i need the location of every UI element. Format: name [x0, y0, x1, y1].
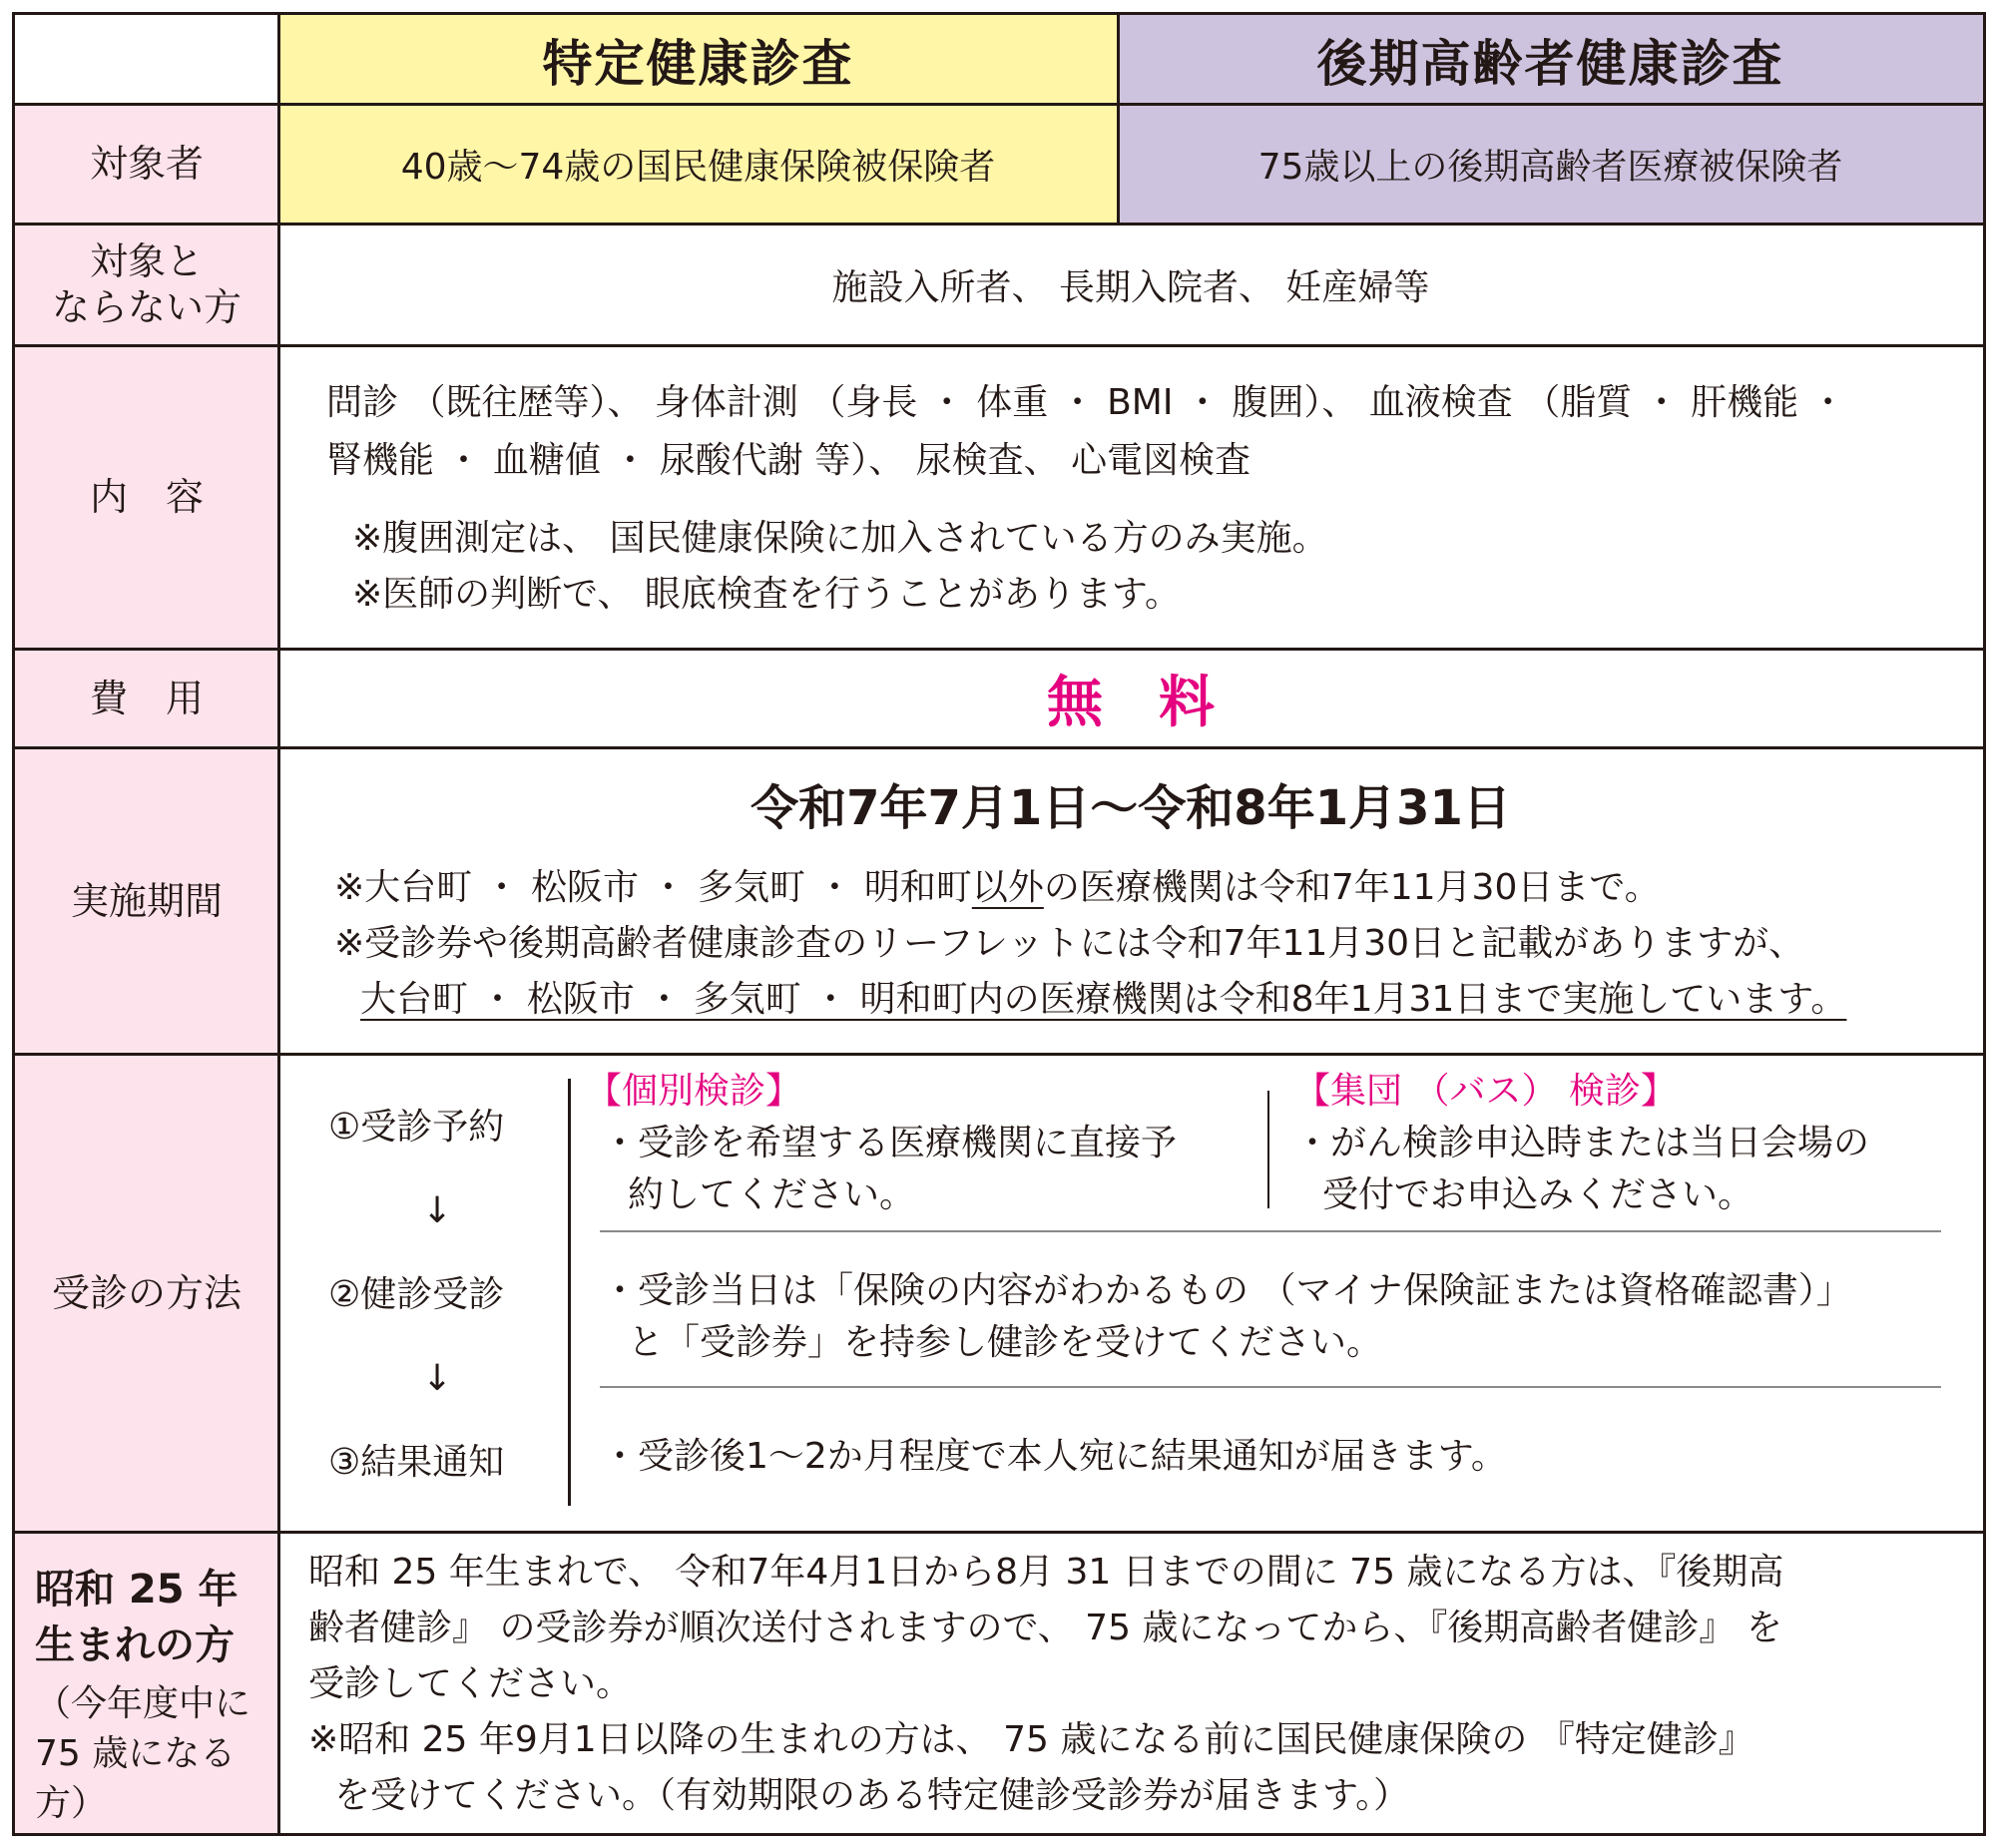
showa25-line-3: 受診してください。 — [308, 1663, 633, 1704]
excluded-text: 施設入所者、 長期入院者、 妊産婦等 — [831, 266, 1430, 308]
method-step-2: ②健診受診 — [328, 1274, 505, 1315]
target-elderly: 75歳以上の後期高齢者医療被保険者 — [1118, 104, 1983, 224]
grid-hline-4 — [15, 648, 1983, 651]
individual-line-2: 約してください。 — [628, 1174, 916, 1215]
content-note-1: ※腹囲測定は、 国民健康保険に加入されている方のみ実施。 — [352, 518, 1328, 559]
method-arrow-2: ↓ — [422, 1358, 453, 1399]
showa25-label-line-3: （今年度中に — [35, 1683, 251, 1724]
header-elderly-checkup — [1118, 15, 1983, 104]
grid-vline-label — [277, 15, 280, 1833]
visit-line-1: ・受診当日は「保険の内容がわかるもの （マイナ保険証または資格確認書）」 — [602, 1270, 1852, 1311]
individual-line-1: ・受診を希望する医療機関に直接予 — [602, 1123, 1178, 1163]
label-excluded: 対象と ならない方 — [15, 224, 278, 345]
grid-hline-3 — [15, 344, 1983, 347]
showa25-line-5: を受けてください。（有効期限のある特定健診受診券が届きます。） — [334, 1775, 1410, 1816]
cost-value: 無 料 — [1047, 670, 1215, 735]
grid-hline-2 — [15, 223, 1983, 226]
period-note-2: ※受診券や後期高齢者健康診査のリーフレットには令和7年11月30日と記載がありますが、 — [334, 923, 1805, 964]
method-arrow-1: ↓ — [422, 1190, 453, 1231]
label-showa25 — [15, 1532, 278, 1833]
method-steps-divider — [568, 1079, 571, 1506]
showa25-line-1: 昭和 25 年生まれで、 令和7年4月1日から8月 31 日までの間に 75 歳になる方は、『後期高 — [308, 1552, 1784, 1593]
period-note-1-underlined: 以外 — [971, 867, 1044, 908]
grid-hline-1 — [15, 103, 1983, 106]
showa25-label-line-5: 方） — [35, 1783, 108, 1824]
grid-hline-5 — [15, 746, 1983, 749]
header-elderly-checkup-text: 後期高齢者健康診査 — [1316, 34, 1784, 93]
method-step-3: ③結果通知 — [328, 1442, 505, 1483]
label-method: 受診の方法 — [15, 1054, 278, 1532]
group-line-2: 受付でお申込みください。 — [1322, 1174, 1754, 1215]
period-dates: 令和7年7月1日～令和8年1月31日 — [750, 779, 1511, 836]
showa25-label-line-4: 75 歳になる — [35, 1733, 237, 1774]
content-line-2: 腎機能 ・ 血糖値 ・ 尿酸代謝 等）、 尿検査、 心電図検査 — [326, 440, 1251, 481]
label-cost: 費 用 — [15, 649, 278, 747]
period-note-3: 大台町 ・ 松阪市 ・ 多気町 ・ 明和町内の医療機関は令和8年1月31日まで実施しています。 — [360, 979, 1847, 1020]
label-content: 内 容 — [15, 345, 278, 649]
method-step-1: ①受診予約 — [328, 1107, 505, 1148]
content-line-1: 問診 （既往歴等）、 身体計測 （身長 ・ 体重 ・ BMI ・ 腹囲）、 血液検査 （脂質 ・ 肝機能 ・ — [326, 382, 1846, 423]
method-separator-2 — [600, 1386, 1941, 1388]
showa25-label-bold-2: 生まれの方 — [35, 1622, 235, 1668]
content-note-2: ※医師の判断で、 眼底検査を行うことがあります。 — [352, 574, 1182, 615]
group-title: 【集団 （バス） 検診】 — [1294, 1071, 1677, 1112]
grid-vline-middle — [1117, 15, 1120, 224]
header-specific-checkup — [278, 15, 1118, 104]
result-line: ・受診後1～2か月程度で本人宛に結果通知が届きます。 — [602, 1436, 1507, 1477]
method-separator-1 — [600, 1230, 1941, 1232]
showa25-line-2: 齢者健診』 の受診券が順次送付されますので、 75 歳になってから、『後期高齢者健診』 を — [308, 1608, 1782, 1648]
grid-hline-6 — [15, 1053, 1983, 1056]
showa25-line-4: ※昭和 25 年9月1日以降の生まれの方は、 75 歳になる前に国民健康保険の 『特定健診』 — [308, 1719, 1754, 1760]
header-corner — [15, 15, 278, 104]
visit-line-2: と「受診券」を持参し健診を受けてください。 — [628, 1322, 1383, 1363]
header-specific-checkup-text: 特定健康診査 — [542, 34, 854, 93]
individual-title: 【個別検診】 — [586, 1071, 802, 1112]
target-specific: 40歳～74歳の国民健康保険被保険者 — [278, 104, 1118, 224]
period-note-1: ※大台町 ・ 松阪市 ・ 多気町 ・ 明和町以外の医療機関は令和7年11月30日まで。 — [334, 867, 1661, 908]
health-checkup-table — [12, 12, 1986, 1836]
method-bus-divider — [1267, 1091, 1269, 1208]
label-target: 対象者 — [15, 104, 278, 224]
label-period: 実施期間 — [15, 747, 278, 1054]
group-line-1: ・がん検診申込時または当日会場の — [1294, 1123, 1870, 1163]
showa25-label-bold-1: 昭和 25 年 — [35, 1567, 239, 1613]
grid-hline-7 — [15, 1531, 1983, 1534]
